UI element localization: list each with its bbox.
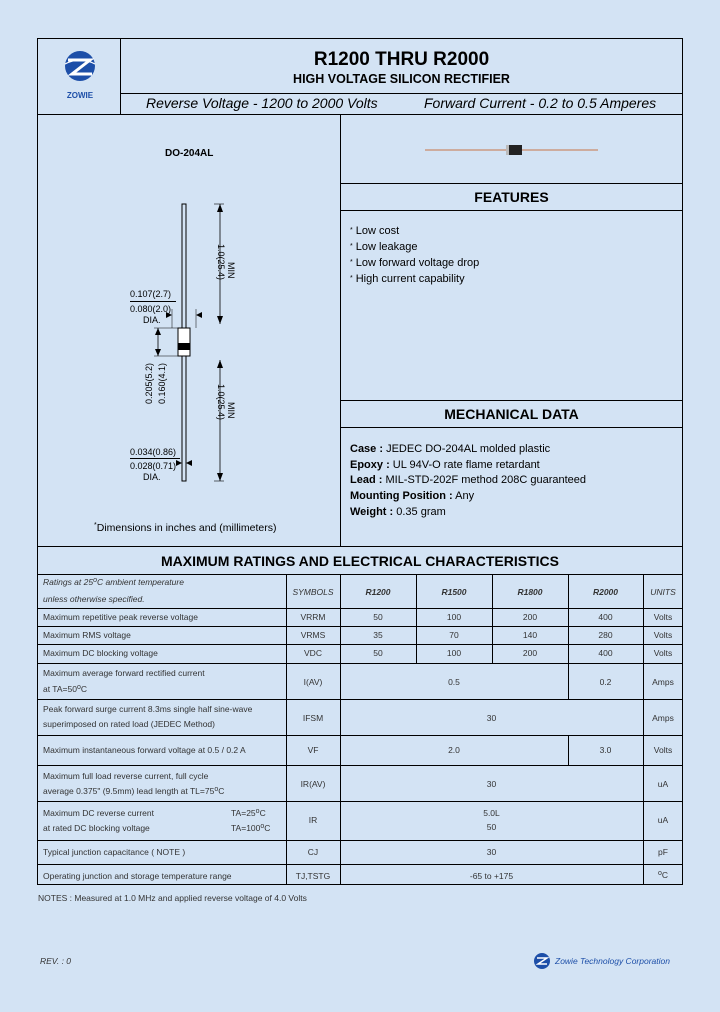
table-rule [37,699,683,700]
dimension-note: *Dimensions in inches and (millimeters) [94,522,277,534]
avg-current-symbol: I(AV) [303,677,323,687]
row-value: 400 [598,612,613,622]
dim-lead-dia-min: 0.028(0.71) [130,461,177,471]
page-subtitle: HIGH VOLTAGE SILICON RECTIFIER [293,72,510,86]
full-load-cond: average 0.375" (9.5mm) lead length at $TL=75^oC$ [43,786,225,796]
header-r1500: R1500 [441,587,467,597]
row-value: 140 [522,630,538,640]
mech-item: Mounting Position : Any [350,490,475,503]
dc-reverse-param-2: at rated DC blocking voltage [43,823,150,833]
package-name: DO-204AL [165,148,214,159]
zowie-logo [58,48,102,92]
row-value: 400 [598,648,613,658]
vf-param: Maximum instantaneous forward voltage at 0.5 / 0.2 A [43,745,246,755]
dc-reverse-value-1: 5.0L [483,808,500,818]
row-unit: Volts [653,630,673,640]
dc-reverse-param: Maximum DC reverse current [43,808,154,818]
mech-item: Lead : MIL-STD-202F method 208C guaranteed [350,474,587,487]
row-param: Maximum RMS voltage [43,630,131,640]
temp-symbol: TJ,TSTG [295,871,331,881]
feature-item: * High current capability [350,273,465,285]
divider [37,114,683,115]
dc-reverse-cond2: $TA=100^oC$ [231,823,271,833]
dim-body-dia-label: DIA. [143,315,161,325]
row-unit: Volts [653,612,673,622]
table-rule [37,840,683,841]
vf-value-b: 3.0 [599,745,612,755]
conditions-line1: Ratings at 25$^o$C ambient temperature [43,577,184,587]
divider [340,210,683,211]
divider [340,400,683,401]
divider [340,183,683,184]
full-load-param: Maximum full load reverse current, full cycle [43,771,209,781]
row-value: 100 [446,648,462,658]
full-load-symbol: IR(AV) [300,779,326,789]
notes: NOTES : Measured at 1.0 MHz and applied reverse voltage of 4.0 Volts [38,893,307,903]
cap-value: 30 [486,847,497,857]
surge-unit: Amps [652,713,674,723]
header-units: UNITS [650,587,676,597]
mechanical-title: MECHANICAL DATA [444,406,579,422]
dc-reverse-value-2: 50 [486,822,497,832]
dc-reverse-unit: uA [657,815,669,825]
dim-body-len-min: 0.160(4.1) [157,362,167,404]
divider [37,546,683,547]
avg-current-param: Maximum average forward rectified current [43,668,205,678]
page-title: R1200 THRU R2000 [313,49,490,70]
mech-item: Epoxy : UL 94V-O rate flame retardant [350,458,540,471]
header-r1200: R1200 [365,587,391,597]
surge-value: 30 [486,713,497,723]
cap-symbol: CJ [307,847,319,857]
row-param: Maximum DC blocking voltage [43,648,158,658]
row-param: Maximum repetitive peak reverse voltage [43,612,198,622]
feature-item: * Low leakage [350,241,418,253]
row-value: 280 [598,630,613,640]
avg-current-value-a: 0.5 [448,677,460,687]
row-symbol: VRMS [300,630,326,640]
dim-divider [130,301,176,302]
feature-item: * Low forward voltage drop [350,257,480,269]
mechanical-list [350,442,586,521]
dim-lead-bot-min: MIN [226,402,236,419]
full-load-unit: uA [657,779,669,789]
cap-param: Typical junction capacitance ( NOTE ) [43,847,186,857]
vf-symbol: VF [307,745,319,755]
header-r1800: R1800 [517,587,543,597]
surge-param: Peak forward surge current 8.3ms single half sine-wave [43,704,253,714]
dim-divider [130,458,180,459]
company-logo-icon [533,952,551,970]
mech-item: Case : JEDEC DO-204AL molded plastic [350,443,551,455]
logo-text: ZOWIE [66,91,94,100]
avg-current-value-b: 0.2 [599,677,612,687]
dim-body-len-max: 0.205(5.2) [144,362,154,404]
feature-item: * Low cost [350,225,400,237]
table-rule [37,626,683,627]
dim-lead-bot: 1.0(25.4) [216,384,226,421]
avg-current-unit: Amps [652,677,674,687]
dim-lead-top-min: MIN [226,262,236,279]
row-value: 50 [373,648,383,658]
reverse-voltage-spec: Reverse Voltage - 1200 to 2000 Volts [146,95,378,111]
row-value: 70 [449,630,459,640]
features-list [350,223,479,287]
revision: REV. : 0 [40,956,72,966]
dim-body-dia-max: 0.107(2.7) [130,289,172,299]
row-value: 50 [373,612,383,622]
row-value: 35 [373,630,383,640]
header-r2000: R2000 [592,587,619,597]
table-rule [37,663,683,664]
company-name: Zowie Technology Corporation [555,956,670,966]
diode-image [340,130,683,170]
cap-unit: pF [658,847,668,857]
dim-lead-dia-label: DIA. [143,472,161,482]
divider [340,427,683,428]
header-symbols: SYMBOLS [292,587,334,597]
conditions-line2: unless otherwise specified. [43,594,145,604]
dim-lead-top: 1.0(25.4) [216,244,226,281]
table-rule [37,644,683,645]
forward-current-spec: Forward Current - 0.2 to 0.5 Amperes [424,95,657,111]
table-rule [37,801,683,802]
surge-param-2: superimposed on rated load (JEDEC Method) [43,719,215,729]
table-rule [37,608,683,609]
ratings-title: MAXIMUM RATINGS AND ELECTRICAL CHARACTERISTICS [161,553,559,569]
row-value: 100 [446,612,462,622]
row-value: 200 [522,612,538,622]
vf-value-a: 2.0 [448,745,460,755]
features-title: FEATURES [474,189,549,205]
dim-lead-dia-max: 0.034(0.86) [130,447,177,457]
row-unit: Volts [653,648,673,658]
divider [120,93,683,94]
dim-body-dia-min: 0.080(2.0) [130,304,172,314]
temp-unit: $^o$C [657,870,669,880]
mech-item: Weight : 0.35 gram [350,505,446,518]
table-rule [37,765,683,766]
avg-current-cond: at $TA=50^oC$ [43,684,87,694]
dc-reverse-cond1: $TA=25^oC$ [231,808,266,818]
table-rule [37,735,683,736]
temp-value: -65 to +175 [469,871,514,881]
dc-reverse-symbol: IR [308,815,318,825]
divider [340,114,341,546]
table-rule [37,864,683,865]
row-symbol: VRRM [300,612,326,622]
surge-symbol: IFSM [302,713,324,723]
row-symbol: VDC [304,648,322,658]
divider [37,574,683,575]
vf-unit: Volts [653,745,673,755]
temp-param: Operating junction and storage temperature range [43,871,232,881]
full-load-value: 30 [486,779,497,789]
row-value: 200 [522,648,538,658]
